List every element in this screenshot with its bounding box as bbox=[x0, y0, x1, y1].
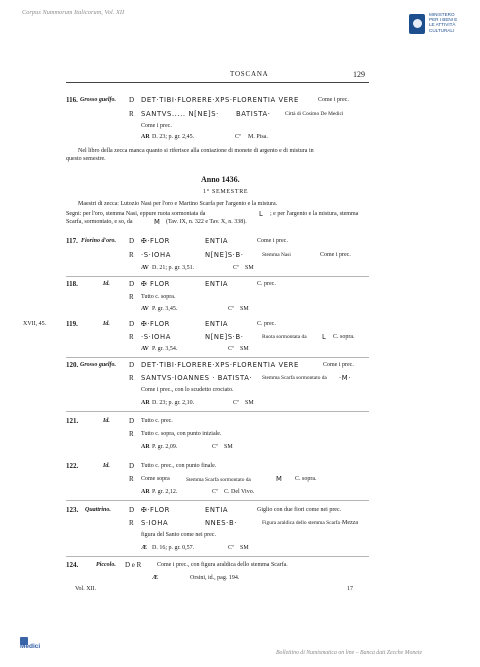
entry-118-obverse-legend-2: ENTIA bbox=[205, 280, 229, 288]
entry-121-collection-prefix: Cª bbox=[212, 444, 218, 450]
header-rule bbox=[66, 82, 369, 83]
masters-line1: Maestri di zecca: Lutozio Nasi per l'oro e Martino Scarfa per l'argento e la mistura. bbox=[78, 201, 278, 207]
entry-117-number: 117. bbox=[66, 237, 78, 245]
entry-117-collection: SM bbox=[245, 265, 254, 271]
entry-122-metal: AR bbox=[141, 489, 150, 495]
mint-note-line1: Nel libro della zecca manca quanto si riferisce alla coniazione di monete di argento e di mistura in bbox=[78, 148, 314, 154]
entry-116-reverse-legend: SANTVS..... N[NE]S· bbox=[141, 110, 219, 118]
entry-121-obverse-mark: D bbox=[129, 417, 135, 425]
semester-heading: 1° SEMESTRE bbox=[203, 189, 249, 195]
entry-124-number: 124. bbox=[66, 561, 79, 569]
masters-mark-l: L bbox=[259, 210, 264, 218]
entry-123-collection-prefix: Cª bbox=[228, 545, 234, 551]
entry-116-obverse-mark: D bbox=[129, 96, 135, 104]
volume-footer: Vol. XII. bbox=[75, 586, 97, 592]
entry-116-reverse-mark: R bbox=[129, 110, 134, 118]
entry-123-reverse-legend-2: NNES·B· bbox=[205, 519, 237, 527]
entry-118-collection: SM bbox=[240, 306, 249, 312]
bulletin-footer: Bollettino di Numismatica on line – Banca dati Zecche Monete bbox=[276, 650, 423, 656]
entry-separator bbox=[66, 357, 369, 358]
entry-116-type: Grosso guelfo. bbox=[80, 97, 117, 103]
entry-116-collection-prefix: Cª bbox=[235, 134, 241, 140]
entry-118-type: Id. bbox=[103, 281, 110, 287]
entry-121-reverse-note: Tutto c. sopra, con punto iniziale. bbox=[141, 431, 222, 437]
entry-121-obverse-note: Tutto c. prec. bbox=[141, 418, 173, 424]
entry-116-line3: Come i prec. bbox=[141, 123, 172, 129]
entry-116-reverse-note: Città di Cosimo De Medici bbox=[285, 111, 344, 117]
entry-120-reverse-legend: SANTVS·IOANNES · BATISTA· bbox=[141, 374, 253, 382]
entry-123-reverse-legend: S·IOHA bbox=[141, 519, 169, 527]
entry-120-collection-prefix: Cª bbox=[233, 400, 239, 406]
entry-119-metal: AV bbox=[141, 346, 149, 352]
entry-119-type: Id. bbox=[103, 321, 110, 327]
masters-mark-m: M bbox=[154, 218, 161, 226]
entry-117-type: Fiorino d'oro. bbox=[81, 238, 117, 244]
entry-118-reverse-note: Tutto c. sopra. bbox=[141, 294, 176, 300]
entry-118-number: 118. bbox=[66, 280, 78, 288]
entry-118-obverse-note: C. prec. bbox=[257, 281, 276, 287]
entry-117-metal: AV bbox=[141, 265, 149, 271]
entry-118-obverse-legend: ✠ FLOR bbox=[141, 280, 170, 288]
entry-120-number: 120. bbox=[66, 361, 79, 369]
entry-124-type: Piccolo. bbox=[96, 562, 116, 568]
entry-119-reverse-legend: ·S·IOHA bbox=[141, 333, 171, 341]
entry-119-reverse-note-2: C. sopra. bbox=[333, 334, 355, 340]
entry-118-collection-prefix: Cª bbox=[228, 306, 234, 312]
entry-120-collection: SM bbox=[245, 400, 254, 406]
entry-119-obverse-note: C. prec. bbox=[257, 321, 276, 327]
ministry-emblem-icon bbox=[409, 14, 425, 34]
entry-117-obverse-legend: ✠·FLOR bbox=[141, 237, 170, 245]
entry-123-collection: SM bbox=[240, 545, 249, 551]
entry-120-type: Grosso guelfo. bbox=[80, 362, 117, 368]
entry-119-reverse-mark-l: L bbox=[322, 333, 327, 341]
entry-123-reverse-mark: R bbox=[129, 519, 134, 527]
masters-line3c: (Tav. IX, n. 322 e Tav. X, n. 338). bbox=[166, 219, 247, 225]
entry-116-collection: M. Pisa. bbox=[248, 134, 268, 140]
masters-line2a: Segni: per l'oro, stemma Nasi, eppure ruota sormontata da bbox=[66, 211, 206, 217]
entry-122-reverse-note-3: C. sopra. bbox=[295, 476, 317, 482]
entry-123-obverse-note: Giglio con due fiori come nei prec. bbox=[257, 507, 342, 513]
entry-123-metal: Æ bbox=[141, 545, 147, 551]
entry-119-reverse-mark: R bbox=[129, 333, 134, 341]
entry-117-reverse-mark: R bbox=[129, 251, 134, 259]
entry-124-obverse-note: Come i prec., con figura araldica dello stemma Scarfa. bbox=[157, 562, 288, 568]
entry-124-metal: Æ bbox=[152, 575, 158, 581]
entry-separator bbox=[66, 411, 369, 412]
entry-119-collection: SM bbox=[240, 346, 249, 352]
entry-118-reverse-mark: R bbox=[129, 293, 134, 301]
entry-117-reverse-legend: ·S·IOHA bbox=[141, 251, 171, 259]
entry-116-obverse-note: Come i prec. bbox=[318, 97, 349, 103]
entry-122-reverse-mark: R bbox=[129, 475, 134, 483]
entry-122-number: 122. bbox=[66, 462, 79, 470]
entry-123-obverse-legend-2: ENTIA bbox=[205, 506, 229, 514]
page-section-title: TOSCANA bbox=[230, 70, 269, 78]
entry-116-metal: AR bbox=[141, 134, 150, 140]
entry-122-reverse-mark-m: M bbox=[276, 475, 283, 483]
entry-separator bbox=[66, 500, 369, 501]
masters-line2c: ; e per l'argento e la mistura, stemma bbox=[270, 211, 359, 217]
entry-117-reverse-note-2: Come i prec. bbox=[320, 252, 351, 258]
journal-header: Corpus Nummorum Italicorum, Vol. XII bbox=[22, 9, 125, 16]
entry-124-obverse-mark: D e R bbox=[125, 561, 142, 569]
entry-119-obverse-legend: ✠·FLOR bbox=[141, 320, 170, 328]
masters-line3a: Scarfa, sormontato, e so, da bbox=[66, 219, 133, 225]
page-number: 129 bbox=[353, 70, 365, 79]
entry-123-reverse-note: Figura araldica dello stemma Scarfa · bbox=[262, 520, 343, 526]
entry-123-number: 123. bbox=[66, 506, 79, 514]
entry-121-reverse-mark: R bbox=[129, 430, 134, 438]
entry-120-obverse-legend: DET·TIBI·FLORERE·XPS·FLORENTIA VERE bbox=[141, 361, 299, 369]
entry-122-obverse-mark: D bbox=[129, 462, 135, 470]
entry-123-type: Quattrino. bbox=[85, 507, 111, 513]
entry-120-reverse-mark-m: ·M· bbox=[339, 374, 351, 382]
entry-118-weight: P. gr. 3,45. bbox=[152, 306, 178, 312]
entry-116-obverse-legend: DET·TIBI·FLORERE·XPS·FLORENTIA VERE bbox=[141, 96, 299, 104]
entry-120-obverse-note: Come i prec. bbox=[323, 362, 354, 368]
entry-120-line3: Come i prec., con lo scudetto crociato. bbox=[141, 387, 234, 393]
ministry-logo-text: MINISTERO PER I BENI E LE ATTIVITÀ CULTURALI bbox=[429, 12, 458, 33]
entry-121-weight: P. gr. 2,09. bbox=[152, 444, 178, 450]
entry-123-weight: D. 16; p. gr. 0,57. bbox=[152, 545, 195, 551]
entry-122-obverse-note: Tutto c. prec., con punto finale. bbox=[141, 463, 217, 469]
entry-117-reverse-legend-2: N[NE]S·B· bbox=[205, 251, 244, 259]
entry-119-reverse-note: Ruota sormontata da bbox=[262, 334, 307, 340]
entry-118-obverse-mark: D bbox=[129, 280, 135, 288]
entry-separator bbox=[66, 276, 369, 277]
entry-117-reverse-note: Stemma Nasi bbox=[262, 252, 291, 258]
entry-117-obverse-legend-2: ENTIA bbox=[205, 237, 229, 245]
entry-120-obverse-mark: D bbox=[129, 361, 135, 369]
entry-120-reverse-note: Stemma Scarfa sormontato da bbox=[262, 375, 327, 381]
entry-119-number: 119. bbox=[66, 320, 78, 328]
medici-logo-text: Medici bbox=[20, 643, 41, 650]
entry-119-collection-prefix: Cª bbox=[228, 346, 234, 352]
entry-122-collection-prefix: Cª bbox=[212, 489, 218, 495]
entry-117-collection-prefix: Cª bbox=[233, 265, 239, 271]
mint-note-line2: questo semestre. bbox=[66, 156, 106, 162]
entry-117-obverse-note: Come i prec. bbox=[257, 238, 288, 244]
entry-separator bbox=[66, 556, 369, 557]
entry-122-weight: P. gr. 2,12. bbox=[152, 489, 178, 495]
year-heading: Anno 1436. bbox=[201, 175, 240, 184]
entry-121-metal: AR bbox=[141, 444, 150, 450]
entry-121-number: 121. bbox=[66, 417, 79, 425]
entry-123-obverse-mark: D bbox=[129, 506, 135, 514]
entry-122-collection: C. Del Vivo. bbox=[224, 489, 255, 495]
entry-117-obverse-mark: D bbox=[129, 237, 135, 245]
entry-119-plate-ref: XVII, 45. bbox=[23, 321, 47, 327]
entry-123-reverse-note-2: Mezza bbox=[342, 520, 358, 526]
entry-120-reverse-mark: R bbox=[129, 374, 134, 382]
entry-119-obverse-legend-2: ENTIA bbox=[205, 320, 229, 328]
entry-122-type: Id. bbox=[103, 463, 110, 469]
entry-119-reverse-legend-2: N[NE]S·B· bbox=[205, 333, 244, 341]
entry-121-collection: SM bbox=[224, 444, 233, 450]
medici-logo bbox=[20, 637, 42, 651]
entry-118-metal: AV bbox=[141, 306, 149, 312]
signature-number: 17 bbox=[347, 586, 353, 592]
entry-122-reverse-note-2: Stemma Scarfa sormontato da bbox=[186, 477, 251, 483]
entry-116-reverse-legend-2: BATISTA· bbox=[236, 110, 271, 118]
entry-120-weight: D. 23; p. gr. 2,10. bbox=[152, 400, 195, 406]
entry-120-metal: AR bbox=[141, 400, 150, 406]
entry-116-number: 116. bbox=[66, 96, 78, 104]
entry-117-weight: D. 21; p. gr. 3,51. bbox=[152, 265, 195, 271]
entry-123-obverse-legend: ✠·FLOR bbox=[141, 506, 170, 514]
entry-119-obverse-mark: D bbox=[129, 320, 135, 328]
entry-124-reference: Orsini, id., pag. 194. bbox=[190, 575, 240, 581]
entry-123-line3: figura del Santo come nei prec. bbox=[141, 532, 216, 538]
entry-122-reverse-note: Come sopra bbox=[141, 476, 170, 482]
ministry-logo bbox=[409, 10, 469, 46]
entry-121-type: Id. bbox=[103, 418, 110, 424]
entry-119-weight: P. gr. 3,54. bbox=[152, 346, 178, 352]
entry-116-weight: D. 23; p. gr. 2,45. bbox=[152, 134, 195, 140]
